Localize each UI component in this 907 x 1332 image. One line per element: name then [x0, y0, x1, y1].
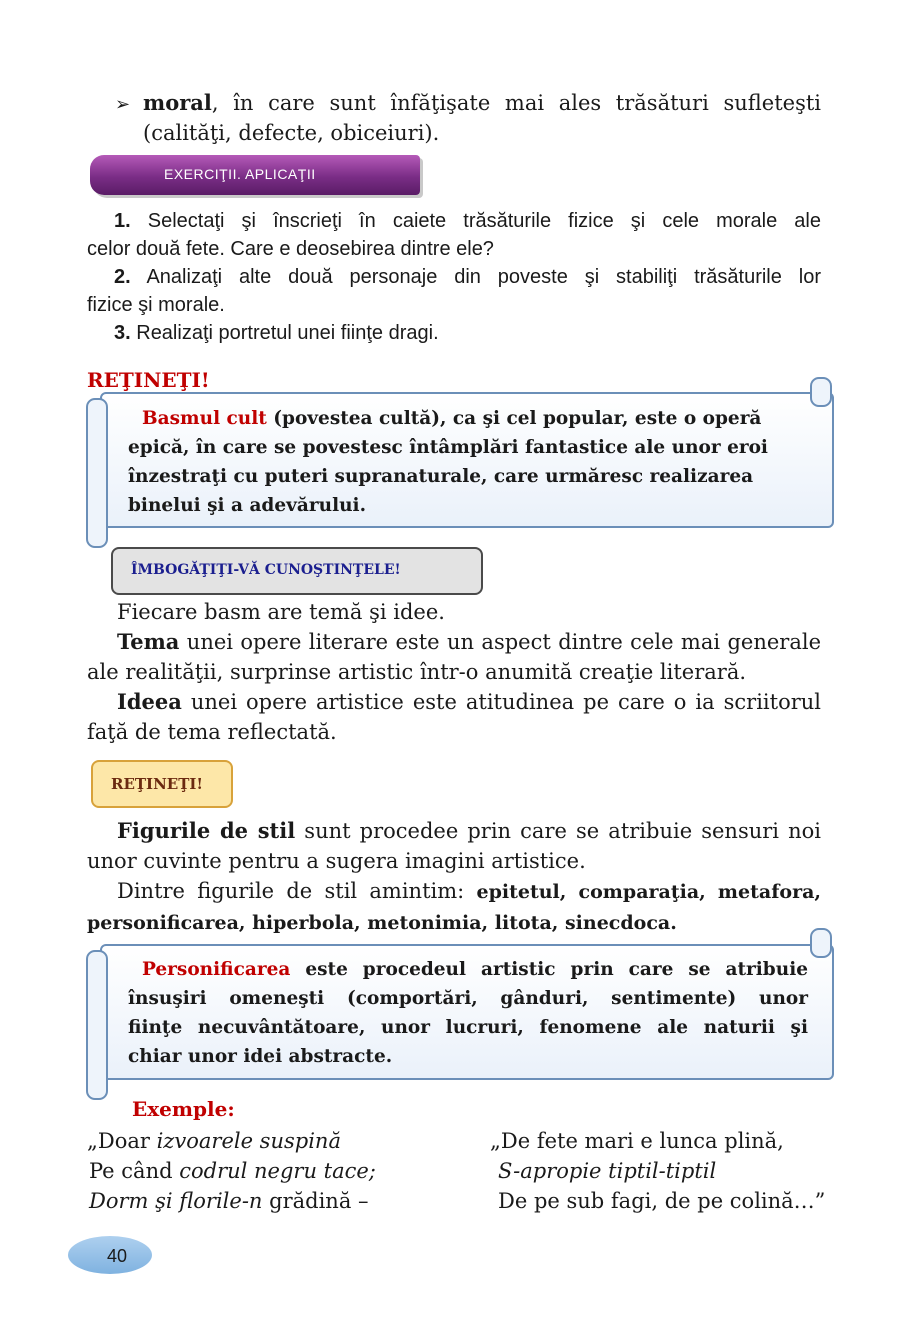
scroll1-text	[128, 404, 794, 520]
figures-term: Figurile de stil	[117, 818, 296, 843]
bullet-text: , în care sunt înfăţişate mai ales trăsături sufleteşti	[211, 91, 821, 115]
poem-text: grădină –	[262, 1189, 369, 1213]
examples-label: Exemple:	[132, 1097, 235, 1121]
poem-text: Pe când	[89, 1159, 180, 1183]
figures-line-1	[87, 816, 821, 846]
bullet-line-2: (calităţi, defecte, obiceiuri).	[143, 121, 440, 145]
exercise-2	[87, 263, 821, 319]
poem-italic: Dorm şi florile-n	[89, 1189, 263, 1213]
figures-paragraph	[87, 816, 821, 938]
poem-text: „Doar	[87, 1129, 157, 1153]
exercise-text-cont: fizice şi morale.	[87, 294, 225, 316]
bullet-line-1	[115, 88, 821, 119]
figures-list-1: epitetul, comparaţia, metafora,	[476, 881, 821, 903]
exercise-3	[87, 319, 821, 347]
exercise-number: 1.	[114, 210, 131, 232]
figures-list-2: personificarea, hiperbola, metonimia, litota, sinecdoca.	[87, 912, 677, 934]
bullet-moral	[115, 88, 821, 148]
exercise-number: 2.	[114, 266, 131, 288]
scroll2-text	[128, 955, 808, 1071]
poem-left	[87, 1126, 467, 1216]
poem-italic: codrul negru tace;	[179, 1159, 376, 1183]
scroll-right-curl	[810, 377, 832, 407]
poem-left-line-3	[87, 1186, 467, 1216]
page-number: 40	[107, 1246, 128, 1266]
figures-list-intro: Dintre figurile de stil amintim:	[117, 879, 477, 903]
personificarea-term: Personificarea	[142, 959, 291, 980]
ideea-line-2: faţă de tema reflectată.	[87, 720, 337, 744]
exercise-line	[87, 207, 821, 235]
exercise-text: Analizaţi alte două personaje din poveste şi stabiliţi trăsăturile lor	[130, 266, 821, 288]
retineti-label-box	[91, 760, 233, 808]
poem-left-line-2	[87, 1156, 467, 1186]
retineti-label: REŢINEŢI!	[111, 775, 203, 793]
imbogatiti-label: ÎMBOGĂŢIŢI-VĂ CUNOŞTINŢELE!	[131, 562, 401, 578]
imbogatiti-label-box	[111, 547, 483, 595]
poem-left-line-1	[87, 1126, 467, 1156]
bullet-term: moral	[143, 90, 212, 115]
scroll1-line-2: epică, în care se povestesc întâmplări fantastice ale unor eroi	[128, 437, 768, 458]
ideea-line-1	[87, 687, 821, 717]
scroll-left-roll	[86, 950, 108, 1100]
scroll2-line-2: însuşiri omeneşti (comportări, gânduri, sentimente) unor	[128, 988, 808, 1009]
exercise-banner	[90, 155, 425, 197]
scroll1-line-3: înzestraţi cu puteri supranaturale, care urmăresc realizarea	[128, 466, 754, 487]
exercise-line	[87, 319, 821, 347]
poem-italic: izvoarele suspină	[156, 1129, 341, 1153]
scroll2-line-4: chiar unor idei abstracte.	[128, 1046, 393, 1067]
exercise-text-cont: celor două fete. Care e deosebirea dintre ele?	[87, 238, 494, 260]
arrow-bullet-icon: ➢	[115, 94, 131, 115]
poem-right-line-2: S-apropie tiptil-tiptil	[498, 1159, 717, 1183]
tema-line-2: ale realităţii, surprinse artistic într-o anumită creaţie literară.	[87, 660, 747, 684]
figures-text: sunt procedee prin care se atribuie sensuri noi	[295, 819, 821, 843]
knowledge-paragraphs	[87, 597, 821, 747]
ideea-text: unei opere artistice este atitudinea pe care o ia scriitorul	[181, 690, 821, 714]
scroll2-line-1: este procedeul artistic prin care se atribuie	[290, 959, 808, 980]
scroll2-line-3: fiinţe necuvântătoare, unor lucruri, fenomene ale naturii şi	[128, 1017, 808, 1038]
figures-line-2: unor cuvinte pentru a sugera imagini artistice.	[87, 849, 586, 873]
exercise-number: 3.	[114, 322, 131, 344]
poem-right-line-1: „De fete mari e lunca plină,	[490, 1129, 784, 1153]
basmul-cult-term: Basmul cult	[142, 408, 267, 429]
exercise-line	[87, 263, 821, 291]
tema-line-1	[87, 627, 821, 657]
scroll-left-roll	[86, 398, 108, 548]
scroll-right-curl	[810, 928, 832, 958]
banner-title: EXERCIŢII. APLICAŢII	[164, 166, 316, 182]
knowledge-intro: Fiecare basm are temă şi idee.	[117, 600, 445, 624]
tema-text: unei opere literare este un aspect dintre cele mai generale	[179, 630, 821, 654]
ideea-term: Ideea	[117, 689, 182, 714]
exercise-1	[87, 207, 821, 263]
exercise-text: Selectaţi şi înscrieţi în caiete trăsăturile fizice şi cele morale ale	[130, 210, 821, 232]
retineti-heading: REŢINEŢI!	[87, 368, 210, 392]
poem-right	[490, 1126, 830, 1216]
figures-line-3	[87, 876, 821, 907]
poem-right-line-3: De pe sub fagi, de pe colină…”	[498, 1189, 826, 1213]
scroll1-line-4: binelui şi a adevărului.	[128, 495, 367, 516]
scroll1-line-1: (povestea cultă), ca şi cel popular, este o operă	[266, 408, 762, 429]
exercise-text: Realizaţi portretul unei fiinţe dragi.	[130, 322, 439, 344]
tema-term: Tema	[117, 629, 180, 654]
